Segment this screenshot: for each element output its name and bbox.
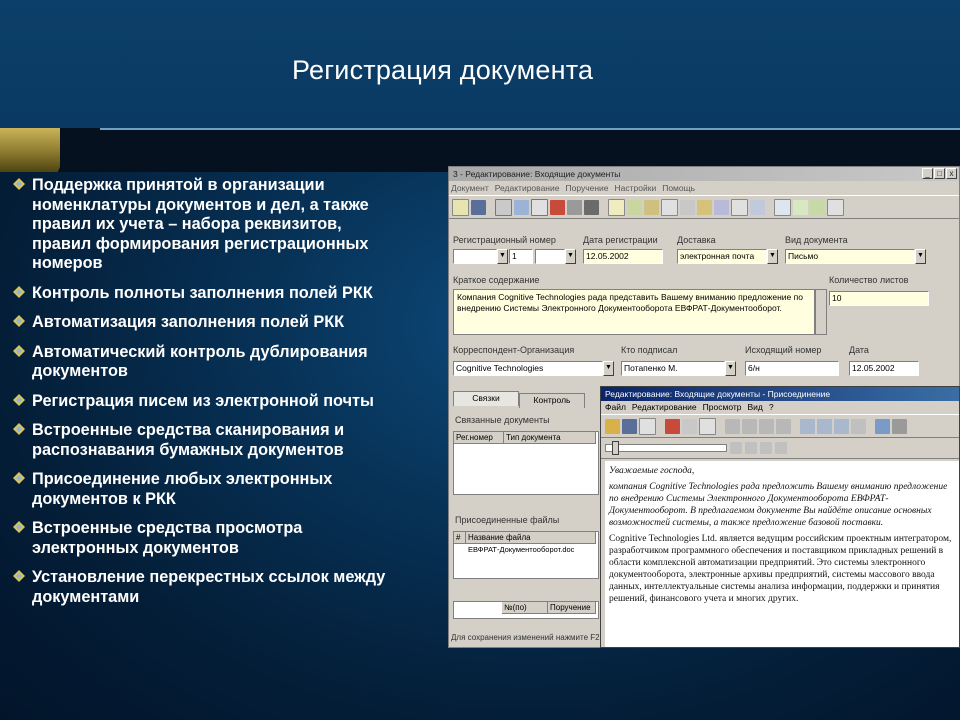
list-item: Регистрация писем из электронной почты — [8, 392, 398, 412]
attachment-viewer-window — [600, 386, 960, 648]
app-toolbar — [449, 195, 959, 219]
diamond-bullet-icon — [12, 177, 26, 191]
column-header[interactable]: Название файла — [466, 532, 596, 544]
tasks-table[interactable] — [453, 601, 599, 619]
close-doc-icon[interactable] — [827, 199, 844, 216]
doc-mail-icon[interactable] — [750, 200, 765, 215]
summary-label: Краткое содержание — [453, 275, 540, 285]
list-item: Встроенные средства просмотра электронных документов — [8, 519, 398, 558]
reg-number-prefix-field[interactable] — [453, 249, 497, 264]
doc-sign-icon[interactable] — [731, 199, 748, 216]
viewer-title: Редактирование: Входящие документы - Присоединение — [601, 387, 959, 401]
cut-icon[interactable] — [495, 199, 512, 216]
viewer-menubar — [601, 401, 959, 414]
attached-files-label: Присоединенные файлы — [455, 515, 560, 525]
tab-links[interactable]: Связки — [453, 391, 519, 406]
minimize-button[interactable]: _ — [922, 168, 933, 179]
diamond-bullet-icon — [12, 344, 26, 358]
menu-edit[interactable]: Редактирование — [494, 183, 560, 193]
page-icon[interactable] — [699, 418, 716, 435]
document-preview — [605, 461, 960, 648]
page-slider[interactable] — [605, 444, 727, 452]
close-button[interactable]: x — [946, 168, 957, 179]
paste-icon[interactable] — [682, 419, 697, 434]
column-header[interactable]: Рег.номер — [454, 432, 504, 444]
column-header[interactable]: Поручение — [548, 602, 596, 614]
crop-icon[interactable] — [776, 419, 791, 434]
diamond-bullet-icon — [12, 314, 26, 328]
move-icon[interactable] — [851, 419, 866, 434]
strip-divider-line — [100, 128, 960, 130]
menu-help[interactable]: ? — [768, 402, 774, 412]
attached-files-table[interactable] — [453, 531, 599, 579]
search-icon[interactable] — [514, 200, 529, 215]
doc-route-icon[interactable] — [714, 200, 729, 215]
linked-docs-table[interactable] — [453, 431, 599, 495]
first-page-icon[interactable] — [730, 442, 742, 454]
copy-icon[interactable] — [531, 199, 548, 216]
app-titlebar — [449, 167, 959, 181]
linked-docs-label: Связанные документы — [455, 415, 550, 425]
slide-title: Регистрация документа — [292, 55, 594, 85]
chevron-down-icon[interactable]: ▼ — [725, 361, 736, 376]
delivery-label: Доставка — [677, 235, 716, 245]
doc-link-icon[interactable] — [627, 200, 642, 215]
diamond-bullet-icon — [12, 471, 26, 485]
approve-icon[interactable] — [793, 200, 808, 215]
delete-icon[interactable] — [550, 200, 565, 215]
date-label: Дата — [849, 345, 869, 355]
export-icon[interactable] — [875, 419, 890, 434]
check-icon[interactable] — [810, 200, 825, 215]
list-item: Автоматический контроль дублирования документов — [8, 343, 398, 382]
doc-paragraph: компания Cognitive Technologies рада предложить Вашему вниманию предложение по внедрению Системы Электронного Документооборота ЕВФРАТ-Документооборот. В предлагаемом документе Вы найдёте описание основных возможностей системы, а также предложение базовой поставки. — [609, 482, 948, 528]
menu-view[interactable]: Просмотр — [702, 402, 742, 412]
outgoing-label: Исходящий номер — [745, 345, 822, 355]
zoom-fit-icon[interactable] — [834, 419, 849, 434]
cut-icon[interactable] — [665, 419, 680, 434]
sheets-label: Количество листов — [829, 275, 909, 285]
viewer-navbar — [601, 438, 959, 459]
column-header[interactable]: # — [454, 532, 466, 544]
list-item: Присоединение любых электронных документов к РКК — [8, 470, 398, 509]
list-item: Контроль полноты заполнения полей РКК — [8, 284, 398, 304]
reg-number-suffix-field[interactable] — [535, 249, 565, 264]
summary-scrollbar[interactable] — [815, 289, 827, 335]
chevron-down-icon[interactable]: ▼ — [497, 249, 508, 264]
outgoing-field[interactable]: 6/н — [745, 361, 839, 376]
diamond-bullet-icon — [12, 520, 26, 534]
reg-date-label: Дата регистрации — [583, 235, 658, 245]
app-title: 3 - Редактирование: Входящие документы — [453, 169, 621, 179]
menu-edit[interactable]: Редактирование — [631, 402, 697, 412]
status-bar: Для сохранения изменений нажмите F2 — [451, 633, 600, 642]
list-item: Встроенные средства сканирования и распознавания бумажных документов — [8, 421, 398, 460]
chevron-down-icon[interactable]: ▼ — [603, 361, 614, 376]
doc-list-icon[interactable] — [661, 199, 678, 216]
menu-settings[interactable]: Настройки — [614, 183, 657, 193]
bin-icon[interactable] — [584, 200, 599, 215]
doc-greeting: Уважаемые господа, — [609, 466, 695, 476]
chevron-down-icon[interactable]: ▼ — [767, 249, 778, 264]
strip-diagonal — [42, 128, 112, 172]
doc-type-field[interactable]: Письмо — [785, 249, 915, 264]
chevron-down-icon[interactable]: ▼ — [565, 249, 576, 264]
copy-icon[interactable] — [639, 418, 656, 435]
reg-number-field[interactable]: 1 — [509, 249, 533, 264]
prev-page-icon[interactable] — [745, 442, 757, 454]
tab-control[interactable]: Контроль — [519, 393, 585, 408]
zoom-out-icon[interactable] — [817, 419, 832, 434]
menu-task[interactable]: Поручение — [565, 183, 609, 193]
chevron-down-icon[interactable]: ▼ — [915, 249, 926, 264]
reg-number-label: Регистрационный номер — [453, 235, 556, 245]
reg-date-field[interactable]: 12.05.2002 — [583, 249, 663, 264]
list-item: Установление перекрестных ссылок между документами — [8, 568, 398, 607]
column-header[interactable]: Тип документа — [504, 432, 596, 444]
doc-copy-icon[interactable] — [680, 200, 695, 215]
date-field[interactable]: 12.05.2002 — [849, 361, 919, 376]
print-icon[interactable] — [892, 419, 907, 434]
feature-list — [8, 176, 398, 617]
menu-file[interactable]: Файл — [605, 402, 626, 412]
table-row[interactable]: ЕВФРАТ-Документооборот.doc — [468, 545, 575, 554]
diamond-bullet-icon — [12, 285, 26, 299]
signed-field[interactable]: Потапенко М. — [621, 361, 725, 376]
signed-label: Кто подписал — [621, 345, 678, 355]
list-item: Поддержка принятой в организации номенклатуры документов и дел, а также правил их учета – набора реквизитов, правил формирования регистрационных номеров — [8, 176, 398, 274]
zoom-in-icon[interactable] — [800, 419, 815, 434]
flip-icon[interactable] — [759, 419, 774, 434]
print-icon[interactable] — [567, 200, 582, 215]
last-page-icon[interactable] — [775, 442, 787, 454]
rotate-right-icon[interactable] — [742, 419, 757, 434]
doc-task-icon[interactable] — [697, 200, 712, 215]
correspondent-label: Корреспондент-Организация — [453, 345, 575, 355]
save-icon[interactable] — [622, 419, 637, 434]
column-header[interactable]: №(по) — [502, 602, 548, 614]
rotate-left-icon[interactable] — [725, 419, 740, 434]
correspondent-field[interactable]: Cognitive Technologies — [453, 361, 603, 376]
sheets-field[interactable]: 10 — [829, 291, 929, 306]
doc-lock-icon[interactable] — [644, 200, 659, 215]
save-icon[interactable] — [471, 200, 486, 215]
menu-help[interactable]: Помощь — [662, 183, 696, 193]
doc-icon[interactable] — [608, 199, 625, 216]
app-menubar — [449, 181, 959, 195]
delivery-field[interactable]: электронная почта — [677, 249, 767, 264]
open-icon[interactable] — [605, 419, 620, 434]
new-doc-icon[interactable] — [452, 199, 469, 216]
summary-field[interactable]: Компания Cognitive Technologies рада представить Вашему вниманию предложение по внедрению Системы Электронного Документооборота ЕВФРАТ-Документооборот. — [453, 289, 815, 335]
menu-document[interactable]: Документ — [451, 183, 489, 193]
doc-paragraph: Cognitive Technologies Ltd. является ведущим российским проектным интегратором, разработчиком программного обеспечения и поставщиком прикладных решений в области комплексной автоматизации предприятий. Это системы электронного документооборота, электронные архивы предприятий, системы массового ввода данных, интеллектуальные системы анализа информации, поддержки и принятия решений, финансового учета и многих других. — [609, 534, 952, 604]
menu-appearance[interactable]: Вид — [747, 402, 763, 412]
diamond-bullet-icon — [12, 569, 26, 583]
diamond-bullet-icon — [12, 393, 26, 407]
diamond-bullet-icon — [12, 422, 26, 436]
maximize-button[interactable]: □ — [934, 168, 945, 179]
viewer-toolbar — [601, 414, 959, 438]
edit-icon[interactable] — [774, 199, 791, 216]
doc-type-label: Вид документа — [785, 235, 848, 245]
list-item: Автоматизация заполнения полей РКК — [8, 313, 398, 333]
next-page-icon[interactable] — [760, 442, 772, 454]
